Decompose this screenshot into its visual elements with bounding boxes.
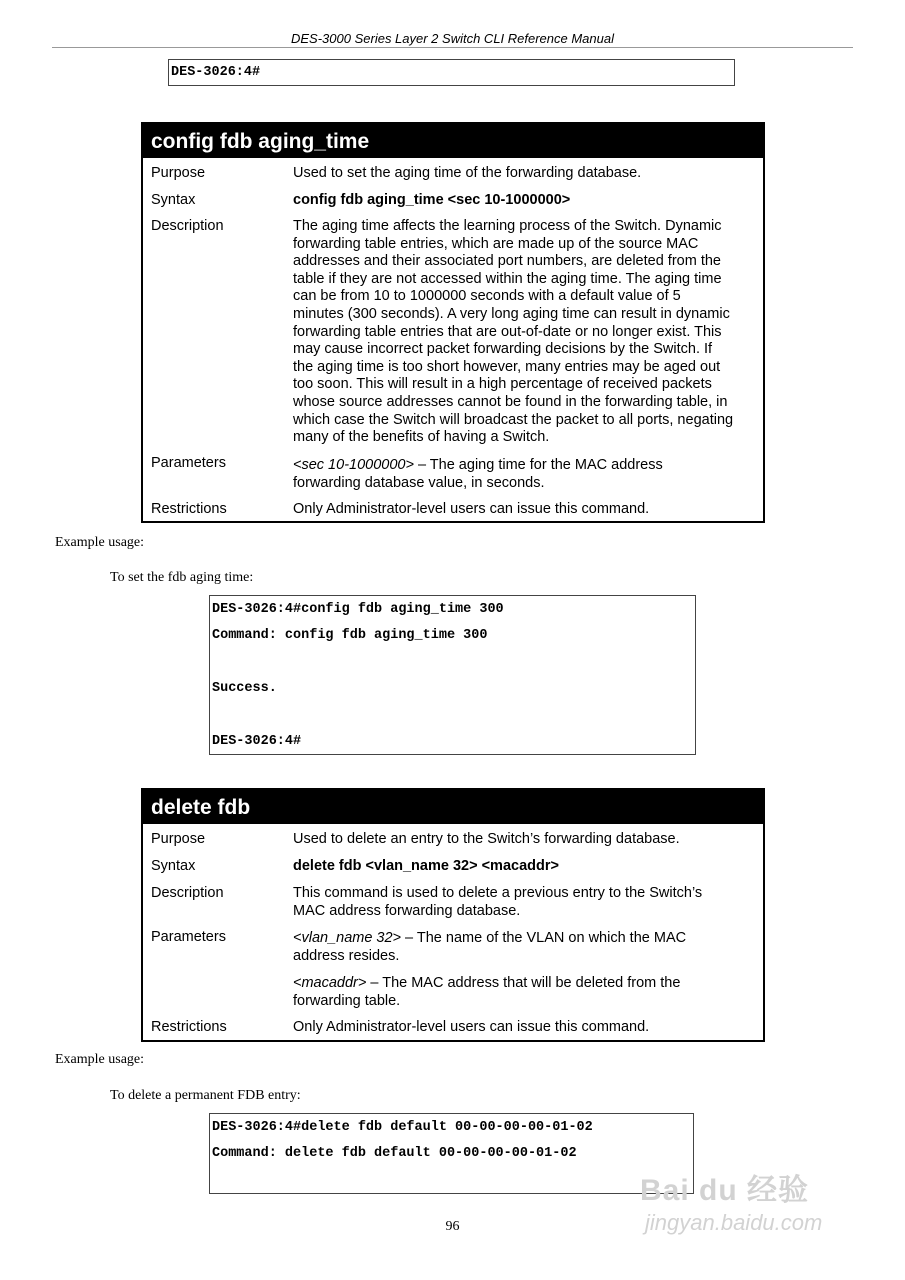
code-block-example-1 <box>209 595 696 755</box>
description-line: forwarding table entries that are out-of-date or no longer exist. This <box>293 323 722 340</box>
row-label-description: Description <box>151 218 224 234</box>
code-block-top <box>168 59 735 86</box>
parameter-name: <sec 10-1000000> <box>293 457 414 473</box>
command-table-delete-fdb <box>141 788 765 1042</box>
document-header-title: DES-3000 Series Layer 2 Switch CLI Reference Manual <box>291 31 614 46</box>
row-value-purpose: Used to set the aging time of the forwarding database. <box>293 165 642 181</box>
parameter-text: forwarding table. <box>293 992 401 1009</box>
parameter-text: forwarding database value, in seconds. <box>293 474 545 491</box>
row-value-parameter-macaddr <box>293 975 763 1010</box>
row-label-syntax: Syntax <box>151 858 196 874</box>
description-line: too soon. This will result in a high percentage of received packets <box>293 376 712 393</box>
watermark-logo <box>640 1165 809 1209</box>
description-line: This command is used to delete a previous entry to the Switch’s <box>293 885 703 901</box>
code-line: DES-3026:4#config fdb aging_time 300 <box>212 602 504 617</box>
parameter-name: <vlan_name 32> <box>293 930 402 946</box>
example-usage-label: Example usage: <box>55 535 145 550</box>
watermark-url: jingyan.baidu.com <box>645 1210 823 1235</box>
description-line: minutes (300 seconds). A very long aging time can result in dynamic <box>293 305 730 322</box>
row-value-restrictions: Only Administrator-level users can issue this command. <box>293 501 650 517</box>
description-line: may cause incorrect packet forwarding decisions by the Switch. If <box>293 341 713 358</box>
command-table-config-fdb-aging-time <box>141 122 765 523</box>
description-line: whose source addresses cannot be found in the forwarding table, in <box>293 393 728 410</box>
row-value-parameters <box>293 457 763 492</box>
row-label-parameters: Parameters <box>151 455 226 471</box>
parameter-text: address resides. <box>293 947 400 964</box>
row-value-parameter-vlan-name <box>293 930 763 965</box>
description-line: can be from 10 to 1000000 seconds with a default value of 5 <box>293 288 681 305</box>
command-title: config fdb aging_time <box>143 124 763 158</box>
example-caption: To delete a permanent FDB entry: <box>110 1088 301 1103</box>
row-label-syntax: Syntax <box>151 192 196 208</box>
code-line: Success. <box>212 681 277 696</box>
row-value-syntax: config fdb aging_time <sec 10-1000000> <box>293 192 571 208</box>
row-value-restrictions: Only Administrator-level users can issue this command. <box>293 1019 650 1035</box>
code-line: Command: config fdb aging_time 300 <box>212 628 488 643</box>
example-usage-label: Example usage: <box>55 1052 145 1067</box>
command-title: delete fdb <box>143 790 763 824</box>
row-label-purpose: Purpose <box>151 831 206 847</box>
parameter-text: – The MAC address that will be deleted from the <box>366 975 681 991</box>
row-label-purpose: Purpose <box>151 165 206 181</box>
code-block-example-2 <box>209 1113 694 1194</box>
code-line: Command: delete fdb default 00-00-00-00-01-02 <box>212 1146 577 1161</box>
description-line: forwarding table entries, which are made up of the source MAC <box>293 235 699 252</box>
description-line: MAC address forwarding database. <box>293 902 521 919</box>
row-label-restrictions: Restrictions <box>151 1019 227 1035</box>
row-value-purpose: Used to delete an entry to the Switch’s forwarding database. <box>293 831 680 847</box>
row-value-description <box>293 218 763 447</box>
row-label-restrictions: Restrictions <box>151 501 227 517</box>
code-line: DES-3026:4# <box>212 734 302 749</box>
parameter-name: <macaddr> <box>293 975 367 991</box>
description-line: table if they are not accessed within the aging time. The aging time <box>293 270 722 287</box>
code-line: DES-3026:4# <box>171 65 261 80</box>
example-caption: To set the fdb aging time: <box>110 570 254 585</box>
code-line: DES-3026:4#delete fdb default 00-00-00-00-01-02 <box>212 1120 593 1135</box>
parameter-text: – The name of the VLAN on which the MAC <box>401 930 687 946</box>
description-line: which case the Switch will broadcast the packet to all ports, negating <box>293 411 734 428</box>
row-label-description: Description <box>151 885 224 901</box>
header-divider <box>52 47 853 48</box>
parameter-text: – The aging time for the MAC address <box>413 457 663 473</box>
row-value-syntax: delete fdb <vlan_name 32> <macaddr> <box>293 858 559 874</box>
row-value-description <box>293 885 763 920</box>
page-number: 96 <box>445 1219 460 1234</box>
watermark-logo-text: Bai du 经验 <box>640 1174 810 1207</box>
description-line: the aging time is too short however, many entries may be aged out <box>293 358 721 375</box>
description-line: The aging time affects the learning process of the Switch. Dynamic <box>293 218 722 234</box>
description-line: addresses and their associated port numbers, are deleted from the <box>293 253 721 270</box>
row-label-parameters: Parameters <box>151 929 226 945</box>
description-line: many of the benefits of having a Switch. <box>293 429 550 446</box>
